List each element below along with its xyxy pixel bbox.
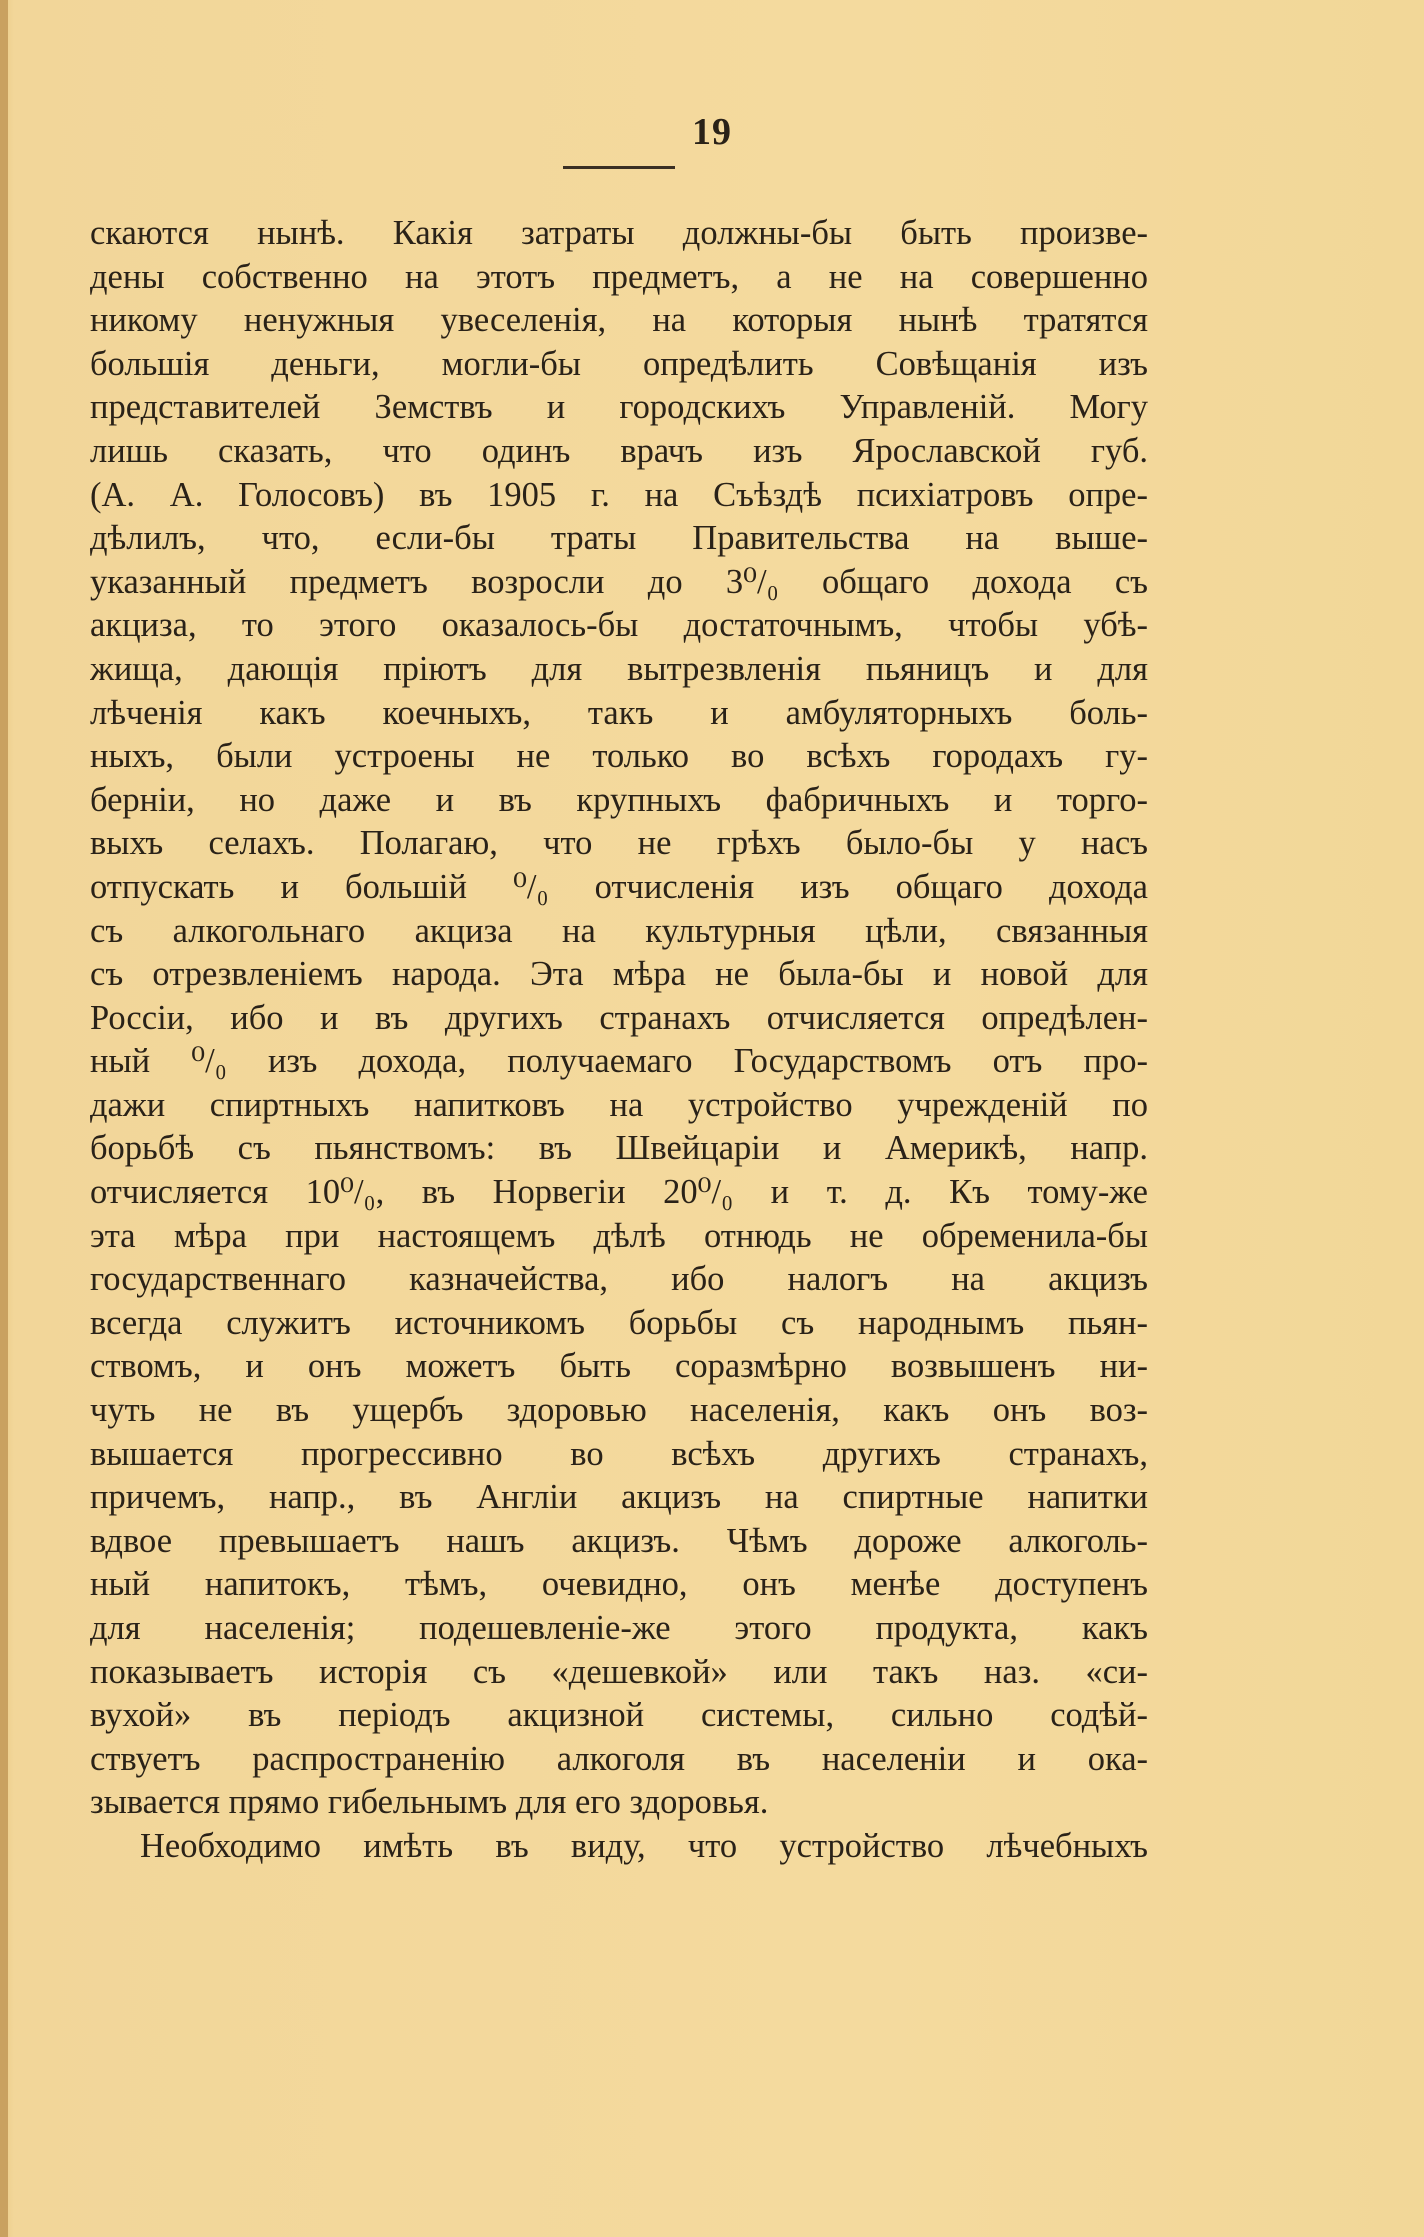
text-line: Россіи, ибо и въ другихъ странахъ отчисляется опредѣлен- <box>90 998 1148 1037</box>
text-line: указанный предметъ возросли до 3⁰/₀ общаго дохода съ <box>90 562 1148 601</box>
text-line: дажи спиртныхъ напитковъ на устройство учрежденій по <box>90 1085 1148 1124</box>
page-binding-edge <box>0 0 8 2237</box>
text-line: чуть не въ ущербъ здоровью населенія, какъ онъ воз- <box>90 1391 1148 1430</box>
text-line: съ отрезвленіемъ народа. Эта мѣра не была-бы и новой для <box>90 955 1148 994</box>
text-line: (А. А. Голосовъ) въ 1905 г. на Съѣздѣ психіатровъ опре- <box>90 475 1148 514</box>
text-line: отпускать и большій ⁰/₀ отчисленія изъ общаго дохода <box>90 867 1148 906</box>
text-line: зывается прямо гибельнымъ для его здоровья. <box>90 1783 769 1822</box>
text-line: лѣченія какъ коечныхъ, такъ и амбуляторныхъ боль- <box>90 693 1148 732</box>
text-line: дены собственно на этотъ предметъ, а не на совершенно <box>90 257 1148 296</box>
text-line: представителей Земствъ и городскихъ Управленій. Могу <box>90 388 1148 427</box>
text-line: эта мѣра при настоящемъ дѣлѣ отнюдь не обременила-бы <box>90 1216 1148 1255</box>
text-line: жища, дающія пріютъ для вытрезвленія пьяницъ и для <box>90 649 1148 688</box>
text-line: вдвое превышаетъ нашъ акцизъ. Чѣмъ дороже алкоголь- <box>90 1521 1148 1560</box>
text-line: ствомъ, и онъ можетъ быть соразмѣрно возвышенъ ни- <box>90 1347 1148 1386</box>
page-number-rule <box>563 166 675 169</box>
text-line: отчисляется 10⁰/₀, въ Норвегіи 20⁰/₀ и т. д. Къ тому-же <box>90 1173 1148 1212</box>
text-line: вухой» въ періодъ акцизной системы, сильно содѣй- <box>90 1696 1148 1735</box>
text-line: причемъ, напр., въ Англіи акцизъ на спиртные напитки <box>90 1478 1148 1517</box>
text-line: для населенія; подешевленіе-же этого продукта, какъ <box>90 1609 1148 1647</box>
text-line: ный ⁰/₀ изъ дохода, получаемаго Государствомъ отъ про- <box>90 1042 1148 1081</box>
text-line: берніи, но даже и въ крупныхъ фабричныхъ и торго- <box>90 780 1148 819</box>
body-text <box>90 212 1148 1869</box>
text-line: борьбѣ съ пьянствомъ: въ Швейцаріи и Америкѣ, напр. <box>90 1129 1148 1168</box>
text-line: ныхъ, были устроены не только во всѣхъ городахъ гу- <box>90 737 1148 776</box>
text-line: всегда служитъ источникомъ борьбы съ народнымъ пьян- <box>90 1303 1148 1342</box>
text-line: дѣлилъ, что, если-бы траты Правительства на выше- <box>90 519 1148 558</box>
text-line: съ алкогольнаго акциза на культурныя цѣли, связанныя <box>90 911 1148 950</box>
text-line: скаются нынѣ. Какія затраты должны-бы быть произве- <box>90 214 1148 252</box>
text-line: выхъ селахъ. Полагаю, что не грѣхъ было-бы у насъ <box>90 824 1148 863</box>
text-line: Необходимо имѣть въ виду, что устройство лѣчебныхъ <box>140 1826 1148 1865</box>
text-line: ный напитокъ, тѣмъ, очевидно, онъ менѣе доступенъ <box>90 1565 1148 1604</box>
page-number: 19 <box>692 111 732 153</box>
text-line: акциза, то этого оказалось-бы достаточнымъ, чтобы убѣ- <box>90 606 1148 645</box>
text-line: показываетъ исторія съ «дешевкой» или такъ наз. «си- <box>90 1652 1148 1691</box>
text-line: государственнаго казначейства, ибо налогъ на акцизъ <box>90 1260 1148 1299</box>
text-line: вышается прогрессивно во всѣхъ другихъ странахъ, <box>90 1434 1148 1473</box>
text-line: лишь сказать, что одинъ врачъ изъ Ярославской губ. <box>90 431 1148 470</box>
text-line: большія деньги, могли-бы опредѣлить Совѣщанія изъ <box>90 344 1148 383</box>
text-line: ствуетъ распространенію алкоголя въ населеніи и ока- <box>90 1739 1148 1778</box>
text-line: никому ненужныя увеселенія, на которыя нынѣ тратятся <box>90 301 1148 340</box>
